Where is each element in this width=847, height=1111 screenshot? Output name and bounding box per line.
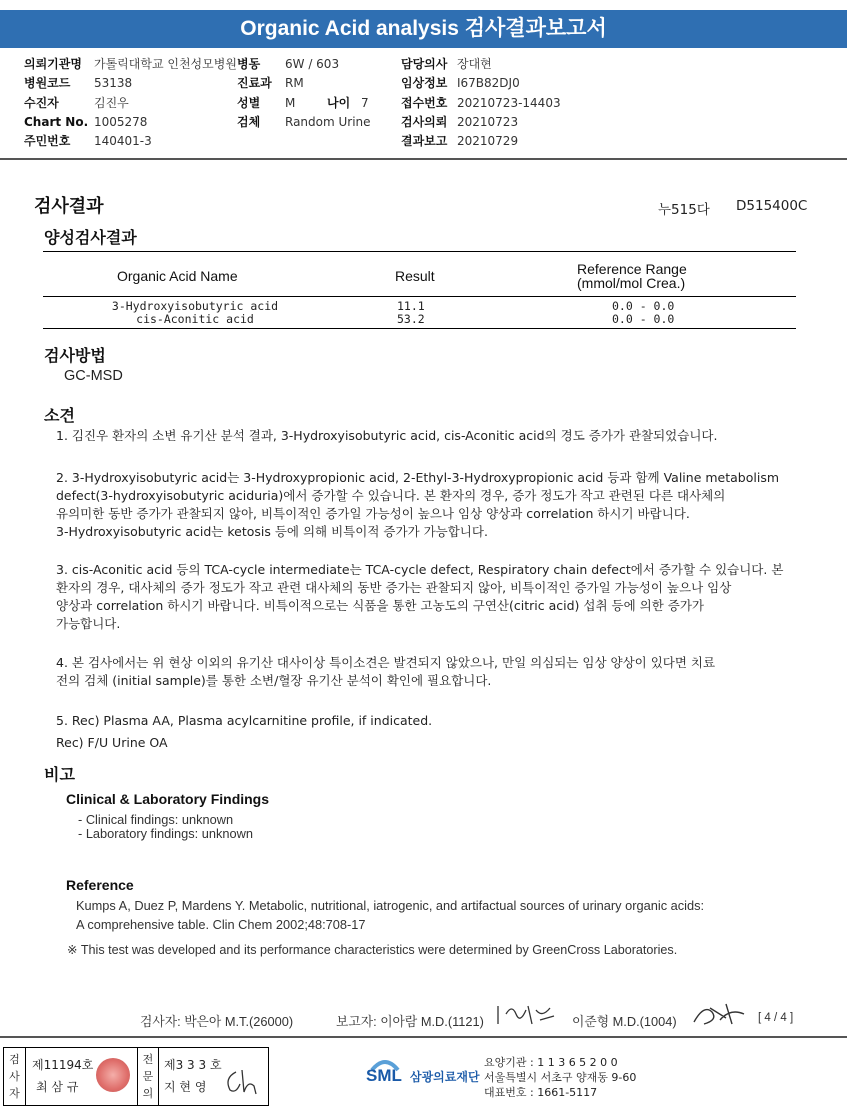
meta-col3 <box>401 55 621 151</box>
table-row <box>0 313 847 326</box>
col-header-range-1: Reference Range <box>577 261 687 277</box>
value-receipt-no: 20210723-14403 <box>457 95 561 110</box>
method-title: 검사방법 <box>44 346 106 365</box>
reference-line: A comprehensive table. Clin Chem 2002;48:708-17 <box>76 917 366 932</box>
footer-divider <box>0 1036 847 1038</box>
box1-label <box>4 1048 26 1105</box>
value-report-date: 20210729 <box>457 134 519 149</box>
finding-line: 가능합니다. <box>56 616 121 631</box>
label-char: 검 <box>9 1053 20 1066</box>
finding-line: defect(3-hydroxyisobutyric aciduria)에서 증가할 수 있습니다. 본 환자의 경우, 증가 정도가 작고 관련된 다른 대사체의 <box>56 488 726 503</box>
finding-line: 1. 김진우 환자의 소변 유기산 분석 결과, 3-Hydroxyisobutyric acid, cis-Aconitic acid의 경도 증가가 관찰되었습니다. <box>56 428 718 443</box>
label-char: 전 <box>142 1053 154 1066</box>
label-char: 자 <box>9 1087 20 1100</box>
findings-title: 소견 <box>44 406 75 425</box>
label-sex: 성별 <box>237 95 261 110</box>
label-receipt-no: 접수번호 <box>401 95 448 110</box>
box2-name: 지 현 영 <box>164 1080 207 1094</box>
finding-line: 2. 3-Hydroxyisobutyric acid는 3-Hydroxypropionic acid, 2-Ethyl-3-Hydroxypropionic acid 등과 함께 Valine metabolism <box>56 470 780 485</box>
row-name: 3-Hydroxyisobutyric acid <box>111 299 279 313</box>
reporter-sign: 보고자: 이아람 M.D.(1121) <box>336 1014 484 1029</box>
label-ward: 병동 <box>237 57 261 71</box>
label-request-date: 검사의뢰 <box>401 114 448 129</box>
box2-label <box>137 1048 159 1105</box>
col-header-range-2: (mmol/mol Crea.) <box>577 275 686 291</box>
label-institution: 의뢰기관명 <box>24 57 82 71</box>
box2-no: 제3 3 3 호 <box>164 1058 222 1072</box>
label-id-no: 주민번호 <box>24 134 71 149</box>
footer-addr-3: 대표번호 : 1661-5117 <box>484 1086 598 1099</box>
report-title: Organic Acid analysis 검사결과보고서 <box>0 10 847 48</box>
box1-no: 제11194호 <box>32 1058 94 1072</box>
lab-note: ※ This test was developed and its performance characteristics were determined by GreenCross Laboratories. <box>67 943 678 957</box>
reference-title: Reference <box>66 877 134 893</box>
page-indicator: [ 4 / 4 ] <box>758 1012 794 1024</box>
value-specimen: Random Urine <box>285 114 371 129</box>
finding-line: 3-Hydroxyisobutyric acid는 ketosis 등에 의해 비특이적 증가가 가능합니다. <box>56 524 488 539</box>
certificate-box <box>3 1047 269 1106</box>
finding-line: 양상과 correlation 하시기 바랍니다. 비특이적으로는 식품을 통한 고농도의 구연산(citric acid) 섭취 등에 의한 증가가 <box>56 598 704 613</box>
footer-addr-1: 요양기관 : 1 1 3 6 5 2 0 0 <box>484 1056 618 1069</box>
value-age: 7 <box>361 95 369 110</box>
value-sex: M <box>285 95 296 110</box>
value-patient: 김진우 <box>94 95 129 110</box>
label-specimen: 검체 <box>237 114 261 129</box>
label-char: 문 <box>142 1070 154 1083</box>
col-header-result: Result <box>395 268 435 284</box>
finding-line: 유의미한 동반 증가가 관찰되지 않아, 비특이적인 증가일 가능성이 높으나 임상 양상과 correlation 하시기 바랍니다. <box>56 506 690 521</box>
sml-logo-text: SML <box>366 1066 402 1085</box>
box1-name: 최 삼 규 <box>36 1080 79 1094</box>
code-1: 누515다 <box>658 202 710 218</box>
value-institution: 가톨릭대학교 인천성모병원 <box>94 57 237 71</box>
value-request-date: 20210723 <box>457 114 519 129</box>
finding-4 <box>56 654 715 690</box>
label-char: 의 <box>142 1087 154 1100</box>
row-result: 11.1 <box>397 299 425 313</box>
remarks-title: 비고 <box>44 765 75 784</box>
reference-line: Kumps A, Duez P, Mardens Y. Metabolic, nutritional, iatrogenic, and artifactual sources of urinary organic acids: <box>76 898 705 913</box>
finding-line: 환자의 경우, 대사체의 증가 정도가 작고 관련 대사체의 동반 증가는 관찰되지 않아, 비특이적인 증가일 가능성이 높으나 임상 <box>56 580 732 595</box>
label-chart-no: Chart No. <box>24 114 89 129</box>
method-value: GC-MSD <box>64 368 123 384</box>
signature-3 <box>222 1066 262 1096</box>
value-clinical-info: I67B82DJ0 <box>457 76 520 91</box>
results-title: 검사결과 <box>34 196 104 217</box>
tester-sign: 검사자: 박은아 M.T.(26000) <box>140 1014 294 1029</box>
finding-2 <box>56 469 779 541</box>
table-bottom-rule <box>43 328 796 329</box>
finding-line: 전의 검체 (initial sample)를 통한 소변/혈장 유기산 분석이 확인에 필요합니다. <box>56 673 492 688</box>
org-name: 삼광의료재단 <box>410 1070 480 1084</box>
clinical-findings-title: Clinical & Laboratory Findings <box>66 791 270 807</box>
label-clinical-info: 임상정보 <box>401 76 448 91</box>
finding-5: 5. Rec) Plasma AA, Plasma acylcarnitine profile, if indicated. <box>56 713 433 728</box>
table-header-rule <box>43 296 796 297</box>
label-char: 사 <box>9 1070 20 1083</box>
value-ward: 6W / 603 <box>285 57 340 71</box>
label-patient: 수진자 <box>24 95 59 110</box>
label-doctor: 담당의사 <box>401 57 448 71</box>
meta-col2 <box>237 55 397 132</box>
value-chart-no: 1005278 <box>94 114 148 129</box>
finding-line: 3. cis-Aconitic acid 등의 TCA-cycle intermediate는 TCA-cycle defect, Respiratory chain defect에서 증가할 수 있습니다. 본 <box>56 562 784 577</box>
value-department: RM <box>285 76 304 91</box>
value-id-no: 140401-3 <box>94 134 152 149</box>
footer-addr-2: 서울특별시 서초구 양재동 9-60 <box>484 1071 637 1084</box>
finding-3 <box>56 561 783 633</box>
label-age: 나이 <box>327 95 351 110</box>
row-name: cis-Aconitic acid <box>136 312 254 326</box>
signature-2 <box>690 1000 748 1028</box>
finding-1 <box>56 427 717 445</box>
row-range: 0.0 - 0.0 <box>612 299 675 313</box>
label-department: 진료과 <box>237 76 272 91</box>
value-hospital-code: 53138 <box>94 76 133 91</box>
table-top-rule <box>43 251 796 252</box>
row-range: 0.0 - 0.0 <box>612 312 675 326</box>
clinical-item: - Laboratory findings: unknown <box>78 826 253 841</box>
positive-results-title: 양성검사결과 <box>44 228 137 247</box>
finding-6: Rec) F/U Urine OA <box>56 735 168 750</box>
clinical-item: - Clinical findings: unknown <box>78 812 234 827</box>
label-hospital-code: 병원코드 <box>24 76 71 91</box>
seal-icon <box>96 1058 130 1092</box>
signature-1 <box>494 1000 560 1028</box>
doctor2-sign: 이준형 M.D.(1004) <box>572 1014 677 1029</box>
label-report-date: 결과보고 <box>401 134 448 149</box>
col-header-name: Organic Acid Name <box>117 268 238 284</box>
row-result: 53.2 <box>397 312 425 326</box>
code-2: D515400C <box>736 198 808 214</box>
meta-divider <box>0 158 847 160</box>
value-doctor: 장대현 <box>457 57 492 71</box>
finding-line: 4. 본 검사에서는 위 현상 이외의 유기산 대사이상 특이소견은 발견되지 않았으나, 만일 의심되는 임상 양상이 있다면 치료 <box>56 655 716 670</box>
